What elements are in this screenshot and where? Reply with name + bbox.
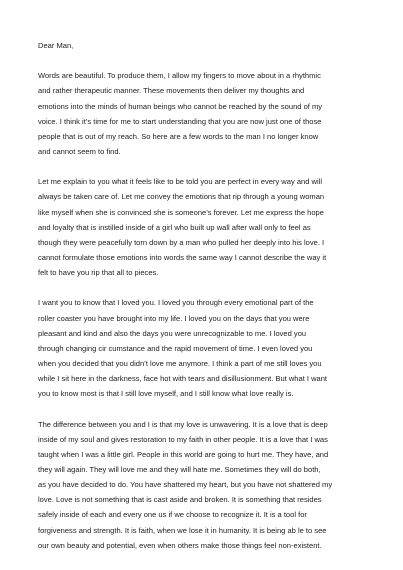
text-line: emotions into the minds of human beings who cannot be reached by the sound of my xyxy=(38,101,323,111)
letter-body xyxy=(38,38,373,553)
text-line: while I sit here in the darkness, face hot with tears and disillusionment. But what I want xyxy=(38,374,328,384)
text-line: through changing cir cumstance and the rapid movement of time. I even loved you xyxy=(38,343,313,353)
text-line: and cannot seem to find. xyxy=(38,146,121,156)
text-line: roller coaster you have brought into my life. I loved you on the days that you were xyxy=(38,313,310,323)
text-line: cannot formulate those emotions into words the same way I cannot describe the way it xyxy=(38,252,327,262)
paragraph-gap xyxy=(38,280,373,295)
text-line: you to know most is that I still love myself, and I still know what love really is. xyxy=(38,389,294,399)
text-line: taught when I was a little girl. People in this world are going to hurt me. They have, and xyxy=(38,449,329,459)
text-line: Words are beautiful. To produce them, I allow my fingers to move about in a rhythmic xyxy=(38,71,321,81)
text-line: and rather therapeutic manner. These movements then deliver my thoughts and xyxy=(38,86,305,96)
paragraph-4 xyxy=(38,417,373,553)
salutation: Dear Man, xyxy=(38,41,74,50)
paragraph-gap xyxy=(38,53,373,68)
text-line: and loyalty that is instilled inside of a girl who built up wall after wall only to feel as xyxy=(38,222,311,232)
text-line: Let me explain to you what it feels like to be told you are perfect in every way and will xyxy=(38,177,322,187)
text-line: love. Love is not something that is cast aside and broken. It is something that resides xyxy=(38,495,322,505)
text-line: people that is out of my reach. So here are a few words to the man I no longer know xyxy=(38,131,319,141)
text-line: they will again. They will love me and they will hate me. Sometimes they will do both, xyxy=(38,464,321,474)
paragraph-3 xyxy=(38,295,373,401)
text-line: pleasant and kind and also the days you were unrecognizable to me. I loved you xyxy=(38,328,307,338)
text-line: forgiveness and strength. It is faith, when we lose it in humanity. It is being ab le to see xyxy=(38,525,327,535)
text-line: our own beauty and potential, even when others make those things feel non-existent. xyxy=(38,540,322,550)
text-line: voice. I think it’s time for me to start understanding that you are now just one of those xyxy=(38,116,322,126)
text-line: like myself when she is convinced she is someone’s forever. Let me express the hope xyxy=(38,207,324,217)
text-line: felt to have you rip that all to pieces. xyxy=(38,268,159,278)
text-line: when you decided that you didn’t love me anymore. I think a part of me still loves you xyxy=(38,358,322,368)
paragraph-gap xyxy=(38,159,373,174)
text-line: as you have decided to do. You have shattered my heart, but you have not shattered my xyxy=(38,480,333,490)
paragraph-1 xyxy=(38,68,373,159)
text-line: though they were peacefully torn down by a man who pulled her deeply into his love. I xyxy=(38,237,325,247)
text-line: safely inside of each and every one us if we choose to recognize it. It is a tool for xyxy=(38,510,307,520)
paragraph-gap xyxy=(38,401,373,416)
paragraph-2 xyxy=(38,174,373,280)
text-line: The difference between you and I is that my love is unwavering. It is a love that is deep xyxy=(38,419,328,429)
text-line: always be taken care of. Let me convey the emotions that rip through a young woman xyxy=(38,192,325,202)
text-line: inside of my soul and gives restoration to my faith in other people. It is a love that I was xyxy=(38,434,328,444)
text-line: I want you to know that I loved you. I loved you through every emotional part of the xyxy=(38,298,314,308)
